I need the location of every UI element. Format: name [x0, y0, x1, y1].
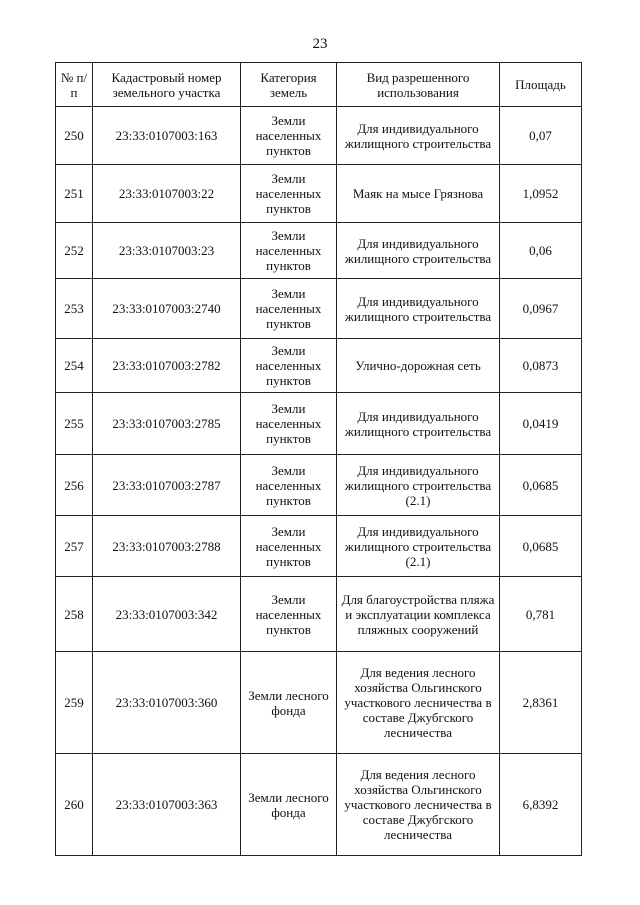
table-row: [56, 223, 582, 279]
cadastral-number: 23:33:0107003:363: [93, 754, 241, 856]
land-category: Земли населенных пунктов: [241, 393, 337, 455]
row-number: 254: [56, 339, 93, 393]
permitted-use: Для индивидуального жилищного строительства (2.1): [337, 455, 500, 516]
table-row: [56, 754, 582, 856]
cadastral-number: 23:33:0107003:163: [93, 107, 241, 165]
header-no: № п/п: [56, 63, 93, 107]
area-value: 0,0419: [500, 393, 582, 455]
row-number: 255: [56, 393, 93, 455]
row-number: 260: [56, 754, 93, 856]
land-category: Земли лесного фонда: [241, 652, 337, 754]
row-number: 259: [56, 652, 93, 754]
area-value: 0,06: [500, 223, 582, 279]
permitted-use: Для благоустройства пляжа и эксплуатации комплекса пляжных сооружений: [337, 577, 500, 652]
header-land-category: Категория земель: [241, 63, 337, 107]
land-category: Земли лесного фонда: [241, 754, 337, 856]
table-row: [56, 165, 582, 223]
cadastral-number: 23:33:0107003:23: [93, 223, 241, 279]
area-value: 6,8392: [500, 754, 582, 856]
land-category: Земли населенных пунктов: [241, 107, 337, 165]
cadastral-number: 23:33:0107003:2782: [93, 339, 241, 393]
cadastral-number: 23:33:0107003:2787: [93, 455, 241, 516]
table-row: [56, 455, 582, 516]
row-number: 257: [56, 516, 93, 577]
row-number: 253: [56, 279, 93, 339]
area-value: 0,781: [500, 577, 582, 652]
land-category: Земли населенных пунктов: [241, 339, 337, 393]
header-cadastral-number: Кадастровый номер земельного участка: [93, 63, 241, 107]
row-number: 256: [56, 455, 93, 516]
header-area: Площадь: [500, 63, 582, 107]
area-value: 0,0967: [500, 279, 582, 339]
table-body: [56, 107, 582, 856]
permitted-use: Для ведения лесного хозяйства Ольгинского участкового лесничества в составе Джубгского лесничества: [337, 754, 500, 856]
table-row: [56, 339, 582, 393]
row-number: 252: [56, 223, 93, 279]
table-row: [56, 279, 582, 339]
area-value: 1,0952: [500, 165, 582, 223]
table-row: [56, 577, 582, 652]
cadastral-number: 23:33:0107003:342: [93, 577, 241, 652]
area-value: 0,0685: [500, 455, 582, 516]
area-value: 0,0685: [500, 516, 582, 577]
area-value: 2,8361: [500, 652, 582, 754]
area-value: 0,07: [500, 107, 582, 165]
land-plots-table: [55, 62, 582, 856]
row-number: 258: [56, 577, 93, 652]
land-category: Земли населенных пунктов: [241, 223, 337, 279]
land-category: Земли населенных пунктов: [241, 577, 337, 652]
permitted-use: Улично-дорожная сеть: [337, 339, 500, 393]
table-row: [56, 107, 582, 165]
permitted-use: Для индивидуального жилищного строительства: [337, 279, 500, 339]
page-number: 23: [312, 36, 328, 52]
cadastral-number: 23:33:0107003:2785: [93, 393, 241, 455]
permitted-use: Маяк на мысе Грязнова: [337, 165, 500, 223]
permitted-use: Для индивидуального жилищного строительства: [337, 393, 500, 455]
table-row: [56, 393, 582, 455]
cadastral-number: 23:33:0107003:2740: [93, 279, 241, 339]
land-category: Земли населенных пунктов: [241, 279, 337, 339]
header-permitted-use: Вид разрешенного использования: [337, 63, 500, 107]
row-number: 251: [56, 165, 93, 223]
area-value: 0,0873: [500, 339, 582, 393]
table-row: [56, 516, 582, 577]
cadastral-number: 23:33:0107003:2788: [93, 516, 241, 577]
cadastral-number: 23:33:0107003:360: [93, 652, 241, 754]
land-category: Земли населенных пунктов: [241, 455, 337, 516]
land-category: Земли населенных пунктов: [241, 516, 337, 577]
land-category: Земли населенных пунктов: [241, 165, 337, 223]
permitted-use: Для индивидуального жилищного строительства (2.1): [337, 516, 500, 577]
table-row: [56, 652, 582, 754]
permitted-use: Для индивидуального жилищного строительства: [337, 107, 500, 165]
table-header-row: [56, 63, 582, 107]
row-number: 250: [56, 107, 93, 165]
permitted-use: Для индивидуального жилищного строительства: [337, 223, 500, 279]
permitted-use: Для ведения лесного хозяйства Ольгинского участкового лесничества в составе Джубгского лесничества: [337, 652, 500, 754]
cadastral-number: 23:33:0107003:22: [93, 165, 241, 223]
